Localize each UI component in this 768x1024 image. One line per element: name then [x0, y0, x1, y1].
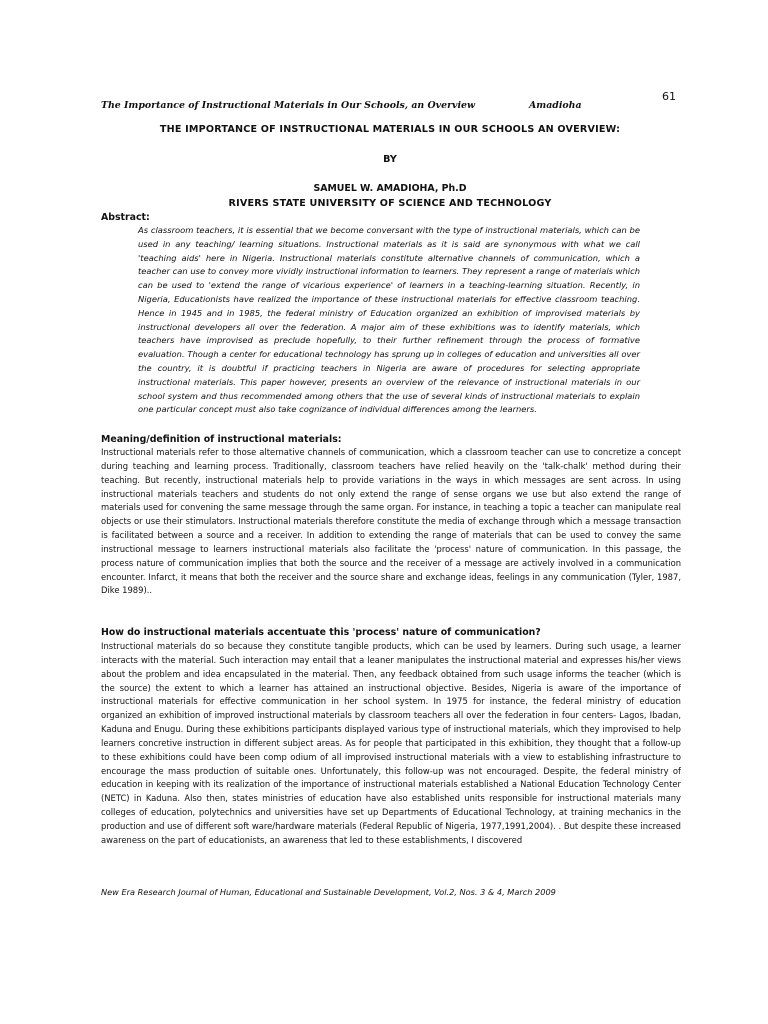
journal-footer: New Era Research Journal of Human, Educational and Sustainable Development, Vol.2, Nos. 3 & 4, March 2009 — [101, 887, 556, 897]
byline: BY — [383, 154, 397, 165]
section-text-meaning: Instructional materials refer to those alternative channels of communication, which a classroom teacher can use to concretize a concept during teaching and learning process. Traditionally, classroom teachers have relied heavily on the 'talk-chalk' method during their teaching. But recently, instructional materials help to provide variations in the ways in which messages are sent across. In using instructional materials teachers and students do not only extend the range of sense organs we use but also extend the range of materials used for convening the same message through the same organ. For instance, in teaching a topic a teacher can manipulate real objects or use their stimulators. Instructional materials therefore constitute the media of exchange through which a message transaction is facilitated between a source and a receiver. In addition to extending the range of materials that can be used to convey the same instructional message to learners instructional materials also facilitate the 'process' nature of communication. In this passage, the process nature of communication implies that both the source and the receiver of a message are actively involved in a communication encounter. Infarct, it means that both the receiver and the source share and exchange ideas, feelings in any communication (Tyler, 1987, Dike 1989).. — [101, 447, 681, 596]
running-head-title: The Importance of Instructional Materials in Our Schools, an Overview — [101, 100, 476, 111]
running-head-author: Amadioha — [529, 100, 582, 111]
author-affiliation: RIVERS STATE UNIVERSITY OF SCIENCE AND TECHNOLOGY — [228, 198, 552, 209]
section-heading-meaning: Meaning/definition of instructional materials: — [101, 434, 342, 445]
page-number: 61 — [662, 90, 676, 103]
author-name: SAMUEL W. AMADIOHA, Ph.D — [313, 183, 467, 194]
section-heading-process: How do instructional materials accentuate this 'process' nature of communication? — [101, 627, 541, 638]
abstract-text: As classroom teachers, it is essential that we become conversant with the type of instructional materials, which can be used in any teaching/ learning situations. Instructional materials as it is said are synonymous with what we call 'teaching aids' here in Nigeria. Instructional materials constitute alternative channels of communication, which a teacher can use to convey more vividly instructional information to learners. They represent a range of materials which can be used to 'extend the range of vicarious experience' of learners in a teaching-learning situation. Recently, in Nigeria, Educationists have realized the importance of these instructional materials for effective classroom teaching. Hence in 1945 and in 1985, the federal ministry of Education organized an exhibition of improvised materials by instructional developers all over the federation. A major aim of these exhibitions was to identify materials, which teachers have improvised as preclude hopefully, to their further refinement through the process of formative evaluation. Though a center for educational technology has sprung up in colleges of education and universities all over the country, it is doubtful if practicing teachers in Nigeria are aware of procedures for selecting appropriate instructional materials. This paper however, presents an overview of the relevance of instructional materials in our school system and thus recommended among others that the use of several kinds of instructional materials to explain one particular concept must also take cognizance of individual differences among the learners. — [138, 225, 640, 415]
article-title: THE IMPORTANCE OF INSTRUCTIONAL MATERIALS IN OUR SCHOOLS AN OVERVIEW: — [159, 124, 621, 135]
abstract-label: Abstract: — [101, 212, 150, 223]
running-head — [101, 100, 621, 111]
section-text-process: Instructional materials do so because they constitute tangible products, which can be used by learners. During such usage, a learner interacts with the material. Such interaction may entail that a leaner manipulates the instructional material and expresses his/her views about the problem and idea encapsulated in the material. Then, any feedback obtained from such usage informs the teacher (which is the source) the extent to which a learner has attained an instructional objective. Besides, Nigeria is aware of the importance of instructional materials for effective communication in her school system. In 1975 for instance, the federal ministry of education organized an exhibition of improved instructional materials by classroom teachers all over the federation in four centers- Lagos, Ibadan, Kaduna and Enugu. During these exhibitions participants displayed various type of instructional materials, which they improvised to help learners concretive instruction in different subject areas. As for people that participated in this exhibition, they thought that a follow-up to these exhibitions could have been comp odium of all improvised instructional materials with a view to establishing infrastructure to encourage the mass production of suitable ones. Unfortunately, this follow-up was not encouraged. Despite, the federal ministry of education in keeping with its realization of the importance of instructional materials established a National Education Technology Center (NETC) in Kaduna. Also then, states ministries of education have also established units responsible for instructional materials many colleges of education, polytechnics and universities have set up Departments of Educational Technology, at training mechanics in the production and use of different soft ware/hardware materials (Federal Republic of Nigeria, 1977,1991,2004). . But despite these increased awareness on the part of educationists, an awareness that led to these establishments, I discovered — [101, 641, 681, 845]
